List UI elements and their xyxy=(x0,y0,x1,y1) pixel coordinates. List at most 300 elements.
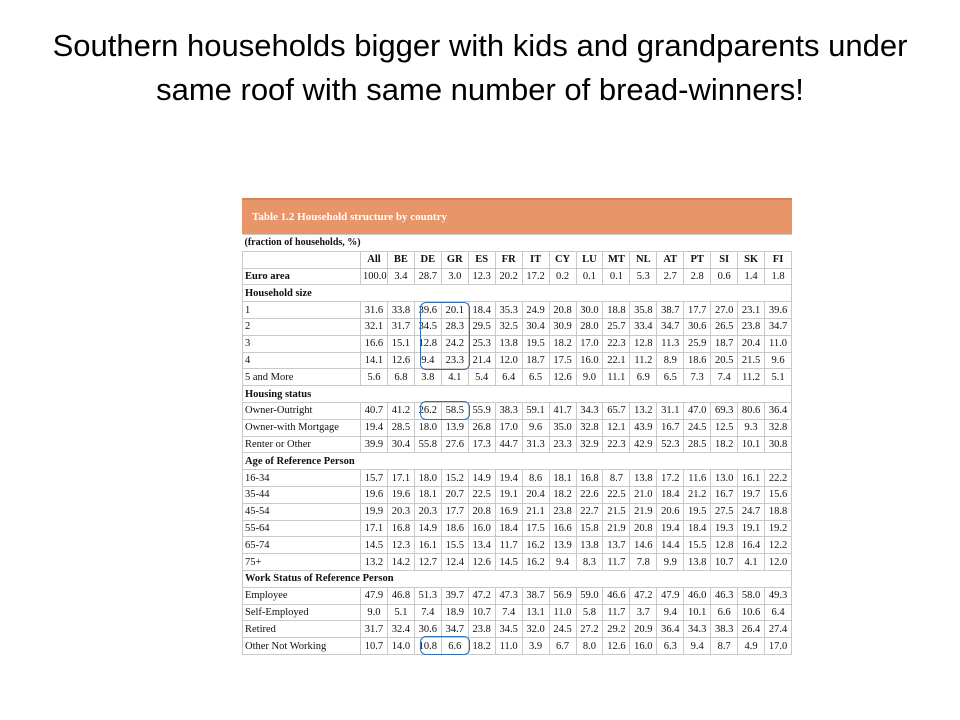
table-row xyxy=(243,587,792,604)
household-table-container xyxy=(242,198,792,655)
table-cell: 34.5 xyxy=(495,621,522,638)
table-cell: 32.4 xyxy=(387,621,414,638)
table-cell: 9.9 xyxy=(657,554,684,571)
table-cell: 10.7 xyxy=(361,638,388,655)
table-cell: 3.0 xyxy=(441,268,468,285)
table-cell: 23.3 xyxy=(549,436,576,453)
table-cell: 9.6 xyxy=(765,352,792,369)
row-label: 5 and More xyxy=(243,369,361,386)
table-cell: 27.6 xyxy=(441,436,468,453)
table-cell: 15.7 xyxy=(361,470,388,487)
table-cell: 29.5 xyxy=(468,318,495,335)
table-cell: 31.6 xyxy=(361,302,388,319)
table-cell: 13.4 xyxy=(468,537,495,554)
table-cell: 12.8 xyxy=(630,335,657,352)
table-cell: 2.8 xyxy=(684,268,711,285)
table-cell: 20.6 xyxy=(657,503,684,520)
table-cell: 9.4 xyxy=(549,554,576,571)
table-cell: 11.6 xyxy=(684,470,711,487)
table-cell: 100.0 xyxy=(361,268,388,285)
table-cell: 38.7 xyxy=(657,302,684,319)
table-row xyxy=(243,520,792,537)
row-label: 16-34 xyxy=(243,470,361,487)
table-cell: 30.4 xyxy=(387,436,414,453)
section-heading: Household size xyxy=(243,285,792,302)
table-cell: 9.6 xyxy=(522,419,549,436)
table-cell: 8.3 xyxy=(576,554,603,571)
table-cell: 47.9 xyxy=(361,587,388,604)
column-header-mt: MT xyxy=(603,251,630,268)
table-cell: 12.6 xyxy=(387,352,414,369)
table-cell: 18.7 xyxy=(522,352,549,369)
table-cell: 8.7 xyxy=(603,470,630,487)
table-cell: 39.7 xyxy=(441,587,468,604)
section-heading: Age of Reference Person xyxy=(243,453,792,470)
table-cell: 10.8 xyxy=(414,638,441,655)
table-cell: 4.1 xyxy=(441,369,468,386)
table-cell: 18.2 xyxy=(711,436,738,453)
table-cell: 20.4 xyxy=(738,335,765,352)
table-cell: 31.3 xyxy=(522,436,549,453)
table-row xyxy=(243,604,792,621)
column-header-all: All xyxy=(361,251,388,268)
table-cell: 17.3 xyxy=(468,436,495,453)
table-cell: 6.7 xyxy=(549,638,576,655)
table-cell: 17.2 xyxy=(522,268,549,285)
table-cell: 18.0 xyxy=(414,470,441,487)
table-cell: 21.5 xyxy=(603,503,630,520)
table-cell: 19.6 xyxy=(361,486,388,503)
table-cell: 35.8 xyxy=(630,302,657,319)
table-cell: 11.2 xyxy=(738,369,765,386)
row-label: 75+ xyxy=(243,554,361,571)
table-cell: 4.1 xyxy=(738,554,765,571)
table-cell: 18.8 xyxy=(765,503,792,520)
table-cell: 5.8 xyxy=(576,604,603,621)
table-cell: 18.0 xyxy=(414,419,441,436)
table-cell: 12.7 xyxy=(414,554,441,571)
table-cell: 13.2 xyxy=(361,554,388,571)
table-cell: 18.2 xyxy=(549,486,576,503)
household-structure-table xyxy=(242,234,792,655)
table-cell: 16.1 xyxy=(738,470,765,487)
table-cell: 14.1 xyxy=(361,352,388,369)
table-cell: 27.5 xyxy=(711,503,738,520)
table-cell: 33.8 xyxy=(387,302,414,319)
table-cell: 12.0 xyxy=(765,554,792,571)
table-cell: 31.7 xyxy=(387,318,414,335)
table-cell: 15.8 xyxy=(576,520,603,537)
table-cell: 8.9 xyxy=(657,352,684,369)
table-cell: 35.0 xyxy=(549,419,576,436)
table-cell: 13.7 xyxy=(603,537,630,554)
table-row xyxy=(243,621,792,638)
section-row xyxy=(243,285,792,302)
row-label: 2 xyxy=(243,318,361,335)
table-cell: 20.8 xyxy=(468,503,495,520)
column-header-es: ES xyxy=(468,251,495,268)
row-label: 3 xyxy=(243,335,361,352)
section-row xyxy=(243,570,792,587)
table-cell: 28.7 xyxy=(414,268,441,285)
table-cell: 13.9 xyxy=(441,419,468,436)
table-cell: 32.5 xyxy=(495,318,522,335)
column-header-si: SI xyxy=(711,251,738,268)
table-cell: 21.9 xyxy=(630,503,657,520)
table-cell: 12.3 xyxy=(468,268,495,285)
table-cell: 51.3 xyxy=(414,587,441,604)
table-cell: 13.8 xyxy=(495,335,522,352)
table-row xyxy=(243,537,792,554)
row-label: 4 xyxy=(243,352,361,369)
table-cell: 10.7 xyxy=(468,604,495,621)
table-cell: 10.7 xyxy=(711,554,738,571)
table-cell: 9.4 xyxy=(414,352,441,369)
table-cell: 22.3 xyxy=(603,436,630,453)
table-cell: 13.2 xyxy=(630,402,657,419)
table-row xyxy=(243,352,792,369)
table-cell: 31.7 xyxy=(361,621,388,638)
table-cell: 34.7 xyxy=(657,318,684,335)
row-label: Employee xyxy=(243,587,361,604)
table-cell: 1.4 xyxy=(738,268,765,285)
table-cell: 26.2 xyxy=(414,402,441,419)
section-row xyxy=(243,453,792,470)
table-cell: 30.9 xyxy=(549,318,576,335)
table-cell: 5.1 xyxy=(387,604,414,621)
table-cell: 21.4 xyxy=(468,352,495,369)
table-cell: 15.2 xyxy=(441,470,468,487)
table-cell: 18.7 xyxy=(711,335,738,352)
table-cell: 8.0 xyxy=(576,638,603,655)
row-label: 45-54 xyxy=(243,503,361,520)
table-cell: 17.1 xyxy=(361,520,388,537)
table-cell: 52.3 xyxy=(657,436,684,453)
table-cell: 14.5 xyxy=(495,554,522,571)
table-cell: 16.2 xyxy=(522,554,549,571)
table-cell: 6.6 xyxy=(441,638,468,655)
table-cell: 19.1 xyxy=(495,486,522,503)
table-cell: 22.1 xyxy=(603,352,630,369)
column-header-it: IT xyxy=(522,251,549,268)
table-cell: 30.4 xyxy=(522,318,549,335)
table-cell: 7.4 xyxy=(495,604,522,621)
column-header-gr: GR xyxy=(441,251,468,268)
table-cell: 9.0 xyxy=(576,369,603,386)
table-cell: 12.6 xyxy=(549,369,576,386)
table-cell: 6.9 xyxy=(630,369,657,386)
header-empty-cell xyxy=(243,251,361,268)
table-cell: 12.6 xyxy=(468,554,495,571)
table-row xyxy=(243,302,792,319)
table-cell: 42.9 xyxy=(630,436,657,453)
table-cell: 14.6 xyxy=(630,537,657,554)
table-cell: 13.9 xyxy=(549,537,576,554)
table-cell: 20.8 xyxy=(549,302,576,319)
row-label: Renter or Other xyxy=(243,436,361,453)
table-cell: 7.8 xyxy=(630,554,657,571)
table-cell: 16.9 xyxy=(495,503,522,520)
column-header-at: AT xyxy=(657,251,684,268)
table-cell: 28.3 xyxy=(441,318,468,335)
table-cell: 31.1 xyxy=(657,402,684,419)
table-cell: 29.2 xyxy=(603,621,630,638)
table-cell: 18.8 xyxy=(603,302,630,319)
table-cell: 20.3 xyxy=(387,503,414,520)
table-cell: 16.6 xyxy=(361,335,388,352)
table-cell: 18.6 xyxy=(441,520,468,537)
table-row xyxy=(243,486,792,503)
table-cell: 9.4 xyxy=(684,638,711,655)
table-cell: 17.0 xyxy=(576,335,603,352)
table-cell: 19.4 xyxy=(361,419,388,436)
table-cell: 16.0 xyxy=(630,638,657,655)
table-cell: 1.8 xyxy=(765,268,792,285)
table-cell: 12.5 xyxy=(711,419,738,436)
table-cell: 28.5 xyxy=(684,436,711,453)
section-heading: Work Status of Reference Person xyxy=(243,570,792,587)
table-cell: 38.3 xyxy=(495,402,522,419)
table-cell: 7.3 xyxy=(684,369,711,386)
table-cell: 12.2 xyxy=(765,537,792,554)
table-cell: 14.9 xyxy=(414,520,441,537)
row-label: Self-Employed xyxy=(243,604,361,621)
header-row xyxy=(243,251,792,268)
column-header-be: BE xyxy=(387,251,414,268)
table-row xyxy=(243,503,792,520)
table-cell: 5.6 xyxy=(361,369,388,386)
table-cell: 34.7 xyxy=(765,318,792,335)
table-cell: 13.0 xyxy=(711,470,738,487)
table-cell: 14.4 xyxy=(657,537,684,554)
table-cell: 32.1 xyxy=(361,318,388,335)
table-cell: 12.6 xyxy=(603,638,630,655)
table-cell: 12.4 xyxy=(441,554,468,571)
row-label: 55-64 xyxy=(243,520,361,537)
table-cell: 14.2 xyxy=(387,554,414,571)
table-cell: 21.9 xyxy=(603,520,630,537)
table-cell: 41.2 xyxy=(387,402,414,419)
table-cell: 47.9 xyxy=(657,587,684,604)
column-header-sk: SK xyxy=(738,251,765,268)
table-cell: 20.2 xyxy=(495,268,522,285)
table-cell: 46.3 xyxy=(711,587,738,604)
table-cell: 80.6 xyxy=(738,402,765,419)
table-cell: 27.0 xyxy=(711,302,738,319)
table-cell: 19.9 xyxy=(361,503,388,520)
table-cell: 9.0 xyxy=(361,604,388,621)
table-cell: 24.5 xyxy=(684,419,711,436)
table-cell: 17.7 xyxy=(684,302,711,319)
table-cell: 15.6 xyxy=(765,486,792,503)
table-cell: 49.3 xyxy=(765,587,792,604)
table-cell: 18.4 xyxy=(684,520,711,537)
table-row xyxy=(243,318,792,335)
table-cell: 26.8 xyxy=(468,419,495,436)
table-cell: 22.6 xyxy=(576,486,603,503)
table-cell: 15.1 xyxy=(387,335,414,352)
table-cell: 8.6 xyxy=(522,470,549,487)
table-row xyxy=(243,419,792,436)
table-cell: 11.0 xyxy=(549,604,576,621)
table-cell: 65.7 xyxy=(603,402,630,419)
units-row xyxy=(243,235,792,252)
column-header-de: DE xyxy=(414,251,441,268)
table-cell: 59.0 xyxy=(576,587,603,604)
table-cell: 17.7 xyxy=(441,503,468,520)
table-cell: 55.9 xyxy=(468,402,495,419)
section-heading: Housing status xyxy=(243,386,792,403)
table-cell: 17.0 xyxy=(765,638,792,655)
table-cell: 10.6 xyxy=(738,604,765,621)
table-cell: 46.6 xyxy=(603,587,630,604)
table-cell: 24.5 xyxy=(549,621,576,638)
table-cell: 14.9 xyxy=(468,470,495,487)
table-cell: 20.5 xyxy=(711,352,738,369)
table-row xyxy=(243,369,792,386)
table-cell: 69.3 xyxy=(711,402,738,419)
table-cell: 23.8 xyxy=(549,503,576,520)
table-cell: 32.9 xyxy=(576,436,603,453)
table-cell: 11.0 xyxy=(765,335,792,352)
table-cell: 59.1 xyxy=(522,402,549,419)
table-cell: 19.1 xyxy=(738,520,765,537)
table-cell: 10.1 xyxy=(684,604,711,621)
table-cell: 23.8 xyxy=(738,318,765,335)
table-cell: 14.0 xyxy=(387,638,414,655)
table-cell: 26.5 xyxy=(711,318,738,335)
table-cell: 5.1 xyxy=(765,369,792,386)
table-caption: Table 1.2 Household structure by country xyxy=(242,198,792,234)
table-cell: 28.5 xyxy=(387,419,414,436)
table-cell: 18.1 xyxy=(414,486,441,503)
table-cell: 18.1 xyxy=(549,470,576,487)
table-cell: 19.2 xyxy=(765,520,792,537)
table-cell: 16.1 xyxy=(414,537,441,554)
table-cell: 18.4 xyxy=(495,520,522,537)
table-cell: 24.9 xyxy=(522,302,549,319)
table-cell: 9.3 xyxy=(738,419,765,436)
table-cell: 21.0 xyxy=(630,486,657,503)
table-cell: 39.6 xyxy=(765,302,792,319)
table-cell: 14.5 xyxy=(361,537,388,554)
section-row xyxy=(243,386,792,403)
table-cell: 16.8 xyxy=(387,520,414,537)
table-cell: 39.9 xyxy=(361,436,388,453)
table-row xyxy=(243,470,792,487)
table-cell: 41.7 xyxy=(549,402,576,419)
table-cell: 12.8 xyxy=(711,537,738,554)
table-cell: 33.4 xyxy=(630,318,657,335)
table-cell: 21.1 xyxy=(522,503,549,520)
table-cell: 13.8 xyxy=(630,470,657,487)
table-cell: 25.9 xyxy=(684,335,711,352)
table-cell: 3.9 xyxy=(522,638,549,655)
table-row xyxy=(243,554,792,571)
table-cell: 32.8 xyxy=(765,419,792,436)
table-cell: 34.3 xyxy=(576,402,603,419)
table-cell: 32.8 xyxy=(576,419,603,436)
table-cell: 20.3 xyxy=(414,503,441,520)
table-cell: 23.3 xyxy=(441,352,468,369)
table-cell: 6.5 xyxy=(657,369,684,386)
row-label: Other Not Working xyxy=(243,638,361,655)
table-cell: 43.9 xyxy=(630,419,657,436)
table-cell: 38.3 xyxy=(711,621,738,638)
table-cell: 23.1 xyxy=(738,302,765,319)
table-cell: 30.6 xyxy=(684,318,711,335)
table-cell: 19.6 xyxy=(387,486,414,503)
table-cell: 12.3 xyxy=(387,537,414,554)
table-cell: 22.2 xyxy=(765,470,792,487)
table-row xyxy=(243,638,792,655)
table-cell: 19.3 xyxy=(711,520,738,537)
table-cell: 16.0 xyxy=(468,520,495,537)
table-cell: 17.0 xyxy=(495,419,522,436)
table-cell: 30.0 xyxy=(576,302,603,319)
row-label: 35-44 xyxy=(243,486,361,503)
table-cell: 55.8 xyxy=(414,436,441,453)
table-cell: 16.0 xyxy=(576,352,603,369)
table-cell: 0.6 xyxy=(711,268,738,285)
table-cell: 28.0 xyxy=(576,318,603,335)
column-header-fi: FI xyxy=(765,251,792,268)
table-cell: 13.8 xyxy=(576,537,603,554)
table-cell: 47.0 xyxy=(684,402,711,419)
table-cell: 27.4 xyxy=(765,621,792,638)
table-cell: 6.5 xyxy=(522,369,549,386)
table-cell: 36.4 xyxy=(765,402,792,419)
table-cell: 46.8 xyxy=(387,587,414,604)
row-label: Owner-with Mortgage xyxy=(243,419,361,436)
table-cell: 22.7 xyxy=(576,503,603,520)
table-row xyxy=(243,268,792,285)
table-cell: 20.7 xyxy=(441,486,468,503)
table-cell: 47.3 xyxy=(495,587,522,604)
table-cell: 19.5 xyxy=(522,335,549,352)
row-label: Euro area xyxy=(243,268,361,285)
table-cell: 2.7 xyxy=(657,268,684,285)
table-cell: 6.3 xyxy=(657,638,684,655)
table-cell: 23.8 xyxy=(468,621,495,638)
table-cell: 30.6 xyxy=(414,621,441,638)
table-cell: 18.6 xyxy=(684,352,711,369)
table-cell: 15.5 xyxy=(684,537,711,554)
table-cell: 11.3 xyxy=(657,335,684,352)
table-cell: 18.9 xyxy=(441,604,468,621)
table-cell: 56.9 xyxy=(549,587,576,604)
column-header-nl: NL xyxy=(630,251,657,268)
table-cell: 19.5 xyxy=(684,503,711,520)
table-cell: 36.4 xyxy=(657,621,684,638)
table-cell: 12.1 xyxy=(603,419,630,436)
table-cell: 3.8 xyxy=(414,369,441,386)
table-cell: 40.7 xyxy=(361,402,388,419)
table-cell: 16.8 xyxy=(576,470,603,487)
table-cell: 18.2 xyxy=(549,335,576,352)
table-cell: 4.9 xyxy=(738,638,765,655)
table-cell: 0.1 xyxy=(603,268,630,285)
table-cell: 20.1 xyxy=(441,302,468,319)
table-cell: 16.6 xyxy=(549,520,576,537)
row-label: 1 xyxy=(243,302,361,319)
table-cell: 18.4 xyxy=(657,486,684,503)
table-cell: 17.5 xyxy=(549,352,576,369)
table-cell: 8.7 xyxy=(711,638,738,655)
table-cell: 47.2 xyxy=(468,587,495,604)
table-cell: 6.4 xyxy=(495,369,522,386)
table-cell: 11.2 xyxy=(630,352,657,369)
